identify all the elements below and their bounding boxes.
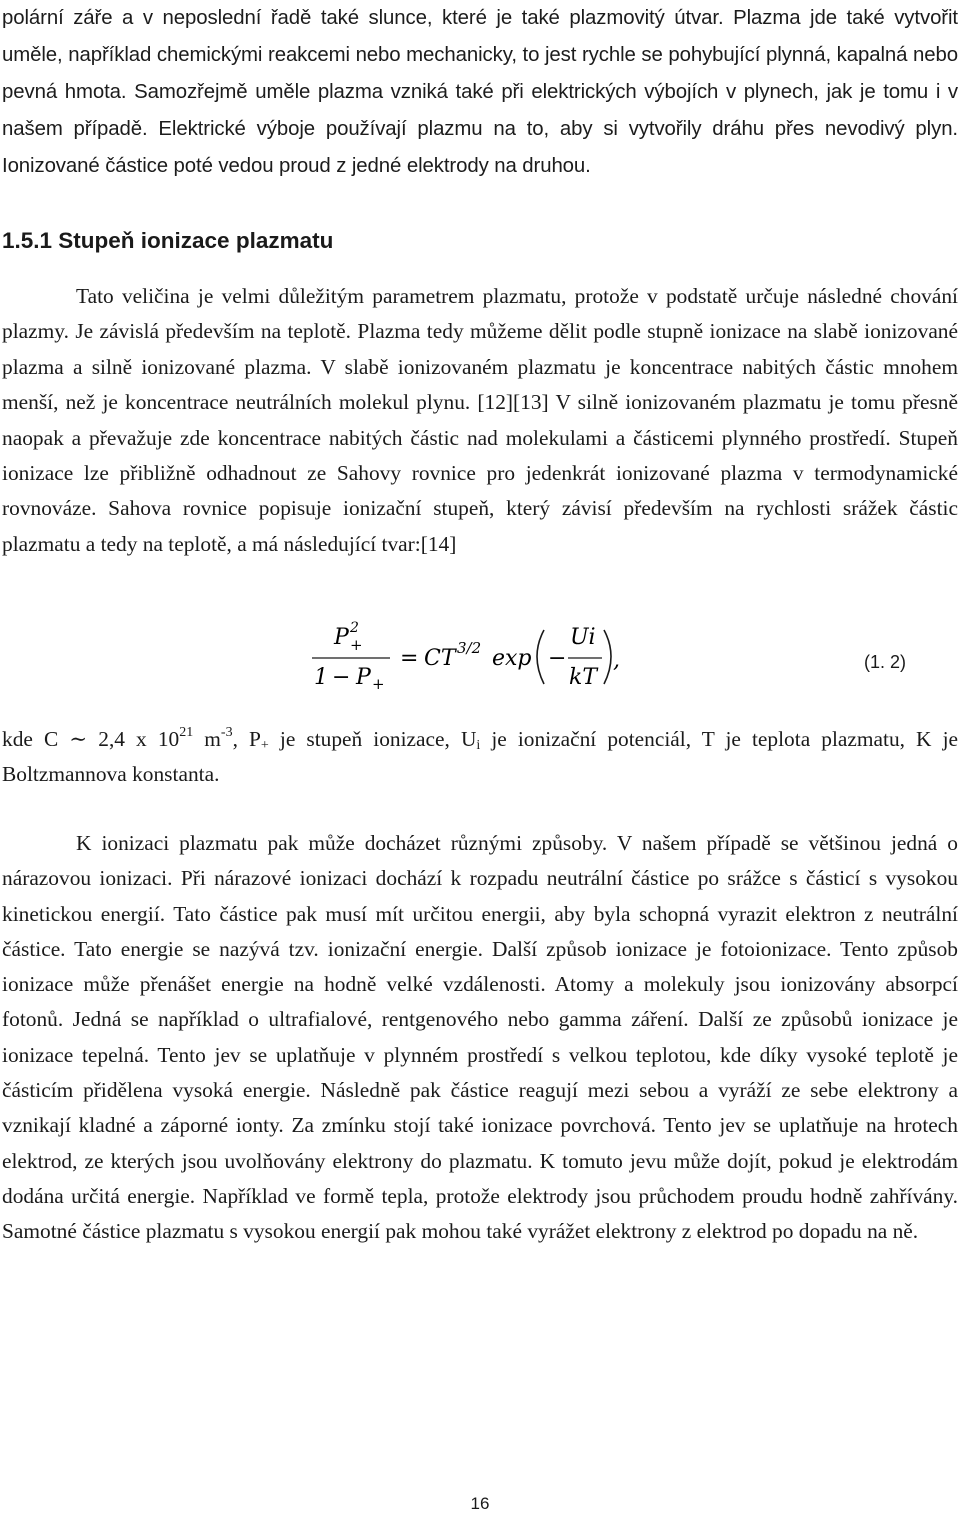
- eq-den-one: 1: [314, 665, 328, 690]
- eq-exponent: 3/2: [457, 639, 482, 657]
- intro-paragraph: [2, 0, 958, 185]
- section-heading: 1.5.1 Stupeň ionizace plazmatu: [2, 228, 334, 253]
- eq-den-minus: −: [332, 665, 351, 690]
- eq-num-sub: +: [350, 636, 363, 654]
- page-number: 16: [470, 1494, 490, 1513]
- eq-equals: =: [400, 646, 419, 671]
- where-c: kde C ∼ 2,4 x 10: [2, 727, 180, 751]
- where-after-p: je stupeň ionizace, U: [268, 727, 477, 751]
- eq-left-paren: [537, 630, 544, 684]
- where-after-u: je ionizační potenciál, T je teplota plazmatu, K je Boltzmannova konstanta.: [2, 727, 959, 787]
- intro-text: polární záře a v neposlední řadě také slunce, které je také plazmovitý útvar. Plazma jde také vytvořit uměle, například chemickými reakcemi nebo mechanicky, to jest rychle se pohybující plynná, kapalná nebo pevná hmota. Samozřejmě uměle plazma vzniká také při elektrických výbojích v plynech, jak je tomu i v našem případě. Elektrické výboje používají plazmu na to, aby si vytvořily dráhu přes nevodivý plyn. Ionizované částice poté vedou proud z jedné elektrody na druhou.: [2, 7, 958, 177]
- eq-num-base: P: [334, 625, 349, 650]
- where-p: , P: [232, 727, 261, 751]
- ionization-methods-paragraph: K ionizaci plazmatu pak může docházet různými způsoby. V našem případě se většinou jedná o nárazovou ionizaci. Při nárazové ionizaci dochází k rozpadu neutrální částice po srážce s částicí s vysokou kinetickou energií. Tato částice pak musí mít určitou energii, aby byla schopná vyrazit elektron z neutrální částice. Tato energie se nazývá tzv. ionizační energie. Další způsob ionizace je fotoionizace. Tento způsob ionizace může přenášet energie na hodně velké vzdálenosti. Atomy a molekuly jsou ionizovány absorpcí fotonů. Jedná se například o ultrafialové, rentgenového nebo gamma záření. Další ze způsobů ionizace je ionizace tepelná. Tento jev se uplatňuje v plynném prostředí s velkou teplotou, kde díky vysoké teplotě je částicím přidělena vysoká energie. Následně pak částice reagují mezi sebou a vyráží ze sebe elektrony a vznikají kladné a záporné ionty. Za zmínku stojí také ionizace povrchová. Tento jev se uplatňuje na hrotech elektrod, ze kterých jsou uvolňovány elektrony do plazmatu. K tomuto jevu může dojít, pokud je elektrodám dodána určitá energie. Například ve formě tepla, protože elektrody jsou průchodem proudu hodně zahřívány. Samotné částice plazmatu s vysokou energií pak mohou také vyrážet elektrony z elektrod po dopadu na ně.: [2, 831, 958, 1244]
- where-p-sub: +: [260, 738, 269, 753]
- eq-den-sub: +: [372, 675, 385, 693]
- eq-comma: ,: [613, 648, 620, 673]
- ionization-paragraph: Tato veličina je velmi důležitým parametrem plazmatu, protože v podstatě určuje následné chování plazmy. Je závislá především na teplotě. Plazma tedy můžeme dělit podle stupně ionizace na slabě ionizované plazma a silně ionizované plazma. V slabě ionizovaném plazmatu je koncentrace nabitých částic mnohem menší, než je koncentrace neutrálních molekul plynu. [12][13] V silně ionizovaném plazmatu je tomu přesně naopak a převažuje zde koncentrace nabitých částic nad molekulami a částicemi plynného prostředí. Stupeň ionizace lze přibližně odhadnout ze Sahovy rovnice pro jedenkrát ionizované plazma v termodynamické rovnováze. Sahova rovnice popisuje ionizační stupeň, který závisí především na rychlosti srážek částic plazmatu a tedy na teplotě, a má následující tvar:[14]: [2, 284, 958, 556]
- eq-exp: exp: [492, 646, 532, 671]
- where-u-sub: i: [476, 738, 481, 753]
- eq-frac-den: kT: [569, 665, 598, 690]
- where-m: m: [193, 727, 221, 751]
- eq-frac-num: Ui: [570, 625, 596, 650]
- eq-den-base: P: [356, 665, 371, 690]
- saha-equation: [312, 618, 752, 693]
- eq-inner-minus: −: [548, 646, 567, 671]
- equation-number: (1. 2): [864, 652, 907, 672]
- where-exp-21: 21: [179, 725, 194, 740]
- eq-right-paren: [604, 630, 611, 684]
- where-paragraph: [2, 722, 958, 793]
- eq-num-sup: 2: [350, 620, 359, 636]
- eq-ct: CT: [424, 646, 456, 671]
- where-exp-m3: -3: [220, 725, 233, 740]
